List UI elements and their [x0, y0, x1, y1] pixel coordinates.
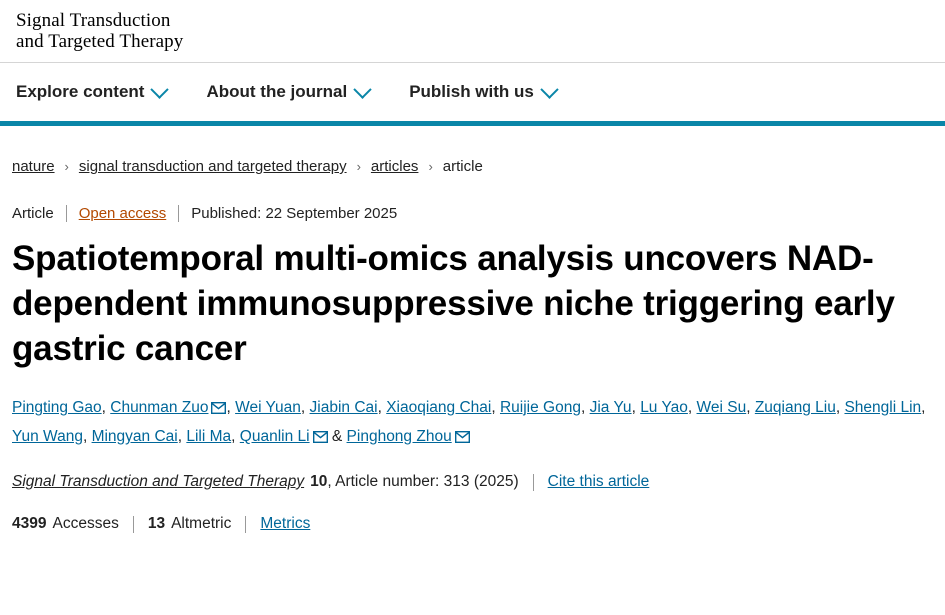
article-content: [0, 158, 945, 533]
nav-item-label: Publish with us: [409, 82, 534, 101]
authors-conjunction: &: [331, 428, 343, 445]
author-separator: ,: [231, 428, 240, 445]
author-link[interactable]: Jiabin Cai: [309, 399, 378, 416]
metrics-bar: [12, 515, 933, 533]
author-separator: ,: [82, 428, 92, 445]
author-separator: ,: [491, 399, 500, 416]
cite-this-article-link[interactable]: Cite this article: [547, 473, 650, 490]
author-link[interactable]: Chunman Zuo: [110, 399, 209, 416]
email-icon[interactable]: [313, 431, 328, 443]
email-icon[interactable]: [455, 431, 470, 443]
author-separator: ,: [631, 399, 641, 416]
chevron-down-icon: [540, 80, 558, 98]
citation-divider: [533, 474, 534, 491]
nav-item-label: Explore content: [16, 82, 145, 101]
breadcrumb-separator: ›: [64, 159, 69, 174]
main-navigation: [0, 63, 945, 126]
author-link[interactable]: Xiaoqiang Chai: [386, 399, 492, 416]
author-separator: ,: [921, 399, 926, 416]
nav-item-publish-with-us[interactable]: [409, 82, 556, 102]
metrics-divider: [133, 516, 134, 533]
journal-logo-line-1: Signal Transduction: [16, 10, 171, 31]
author-separator: ,: [687, 399, 697, 416]
metrics-divider: [245, 516, 246, 533]
journal-name-link[interactable]: Signal Transduction and Targeted Therapy: [12, 473, 305, 490]
email-icon[interactable]: [211, 402, 226, 414]
masthead: [0, 0, 945, 63]
author-link[interactable]: Jia Yu: [589, 399, 632, 416]
author-link[interactable]: Mingyan Cai: [91, 428, 178, 445]
altmetric-label: Altmetric: [171, 515, 232, 532]
breadcrumb: [12, 158, 933, 175]
author-separator: ,: [377, 399, 387, 416]
author-separator: ,: [580, 399, 590, 416]
published-date: Published: 22 September 2025: [191, 205, 398, 222]
author-link[interactable]: Lu Yao: [640, 399, 688, 416]
journal-logo-line-2: and Targeted Therapy: [16, 31, 184, 52]
article-type: Article: [12, 205, 54, 222]
meta-divider: [66, 205, 67, 222]
journal-logo[interactable]: [16, 10, 183, 52]
author-separator: ,: [746, 399, 755, 416]
author-link[interactable]: Quanlin Li: [239, 428, 310, 445]
breadcrumb-item-nature[interactable]: nature: [12, 158, 55, 175]
metrics-link[interactable]: Metrics: [260, 515, 311, 532]
breadcrumb-item-article: article: [442, 158, 483, 175]
author-link[interactable]: Pinghong Zhou: [346, 428, 452, 445]
page-title: Spatiotemporal multi-omics analysis uncovers NAD-dependent immunosuppressive niche triggering early gastric cancer: [12, 239, 895, 368]
author-link[interactable]: Pingting Gao: [12, 399, 102, 416]
citation-line: [12, 473, 933, 491]
accesses-label: Accesses: [52, 515, 119, 532]
author-list: [12, 393, 933, 451]
breadcrumb-item-journal[interactable]: signal transduction and targeted therapy: [78, 158, 347, 175]
breadcrumb-separator: ›: [356, 159, 361, 174]
meta-divider: [178, 205, 179, 222]
author-link[interactable]: Lili Ma: [186, 428, 232, 445]
nav-item-about-the-journal[interactable]: [206, 82, 369, 102]
author-link[interactable]: Ruijie Gong: [499, 399, 581, 416]
author-link[interactable]: Shengli Lin: [844, 399, 922, 416]
accesses-count: 4399: [12, 515, 47, 532]
altmetric-count: 13: [147, 515, 166, 532]
author-link[interactable]: Zuqiang Liu: [754, 399, 836, 416]
chevron-down-icon: [353, 80, 371, 98]
breadcrumb-separator: ›: [428, 159, 433, 174]
author-separator: ,: [226, 399, 236, 416]
author-link[interactable]: Yun Wang: [12, 428, 83, 445]
author-separator: ,: [177, 428, 187, 445]
nav-item-label: About the journal: [206, 82, 348, 101]
nav-item-explore-content[interactable]: [16, 82, 166, 102]
open-access-link[interactable]: Open access: [78, 205, 167, 222]
chevron-down-icon: [151, 80, 169, 98]
citation-volume: 10: [310, 473, 328, 490]
author-separator: ,: [101, 399, 111, 416]
author-link[interactable]: Wei Yuan: [235, 399, 301, 416]
author-separator: ,: [300, 399, 310, 416]
article-meta: [12, 205, 933, 222]
author-link[interactable]: Wei Su: [696, 399, 747, 416]
author-separator: ,: [835, 399, 845, 416]
breadcrumb-item-articles[interactable]: articles: [370, 158, 419, 175]
citation-rest: , Article number: 313 (2025): [327, 473, 519, 490]
